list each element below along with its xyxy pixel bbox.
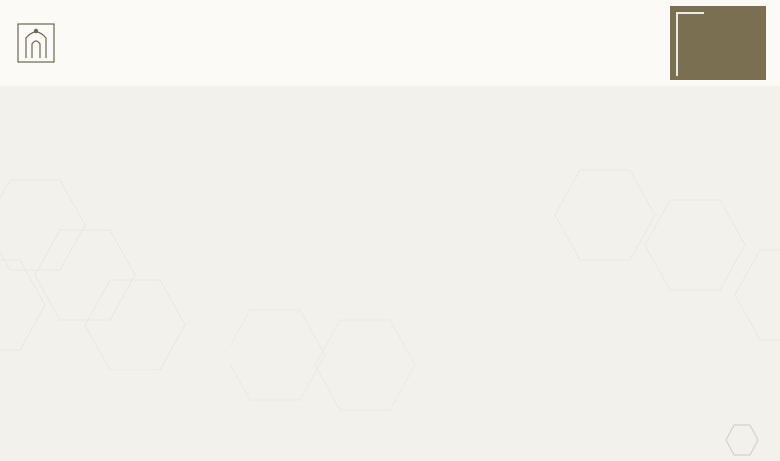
ministry-lockup [14,18,66,68]
title-bar [0,86,780,126]
logo-mark-icon [676,12,704,76]
ministry-emblem-icon [14,18,58,68]
footer-pattern-icon [724,423,770,457]
page-header [0,0,780,86]
page-footer [0,417,780,461]
hajj-festival-logo [670,6,766,80]
